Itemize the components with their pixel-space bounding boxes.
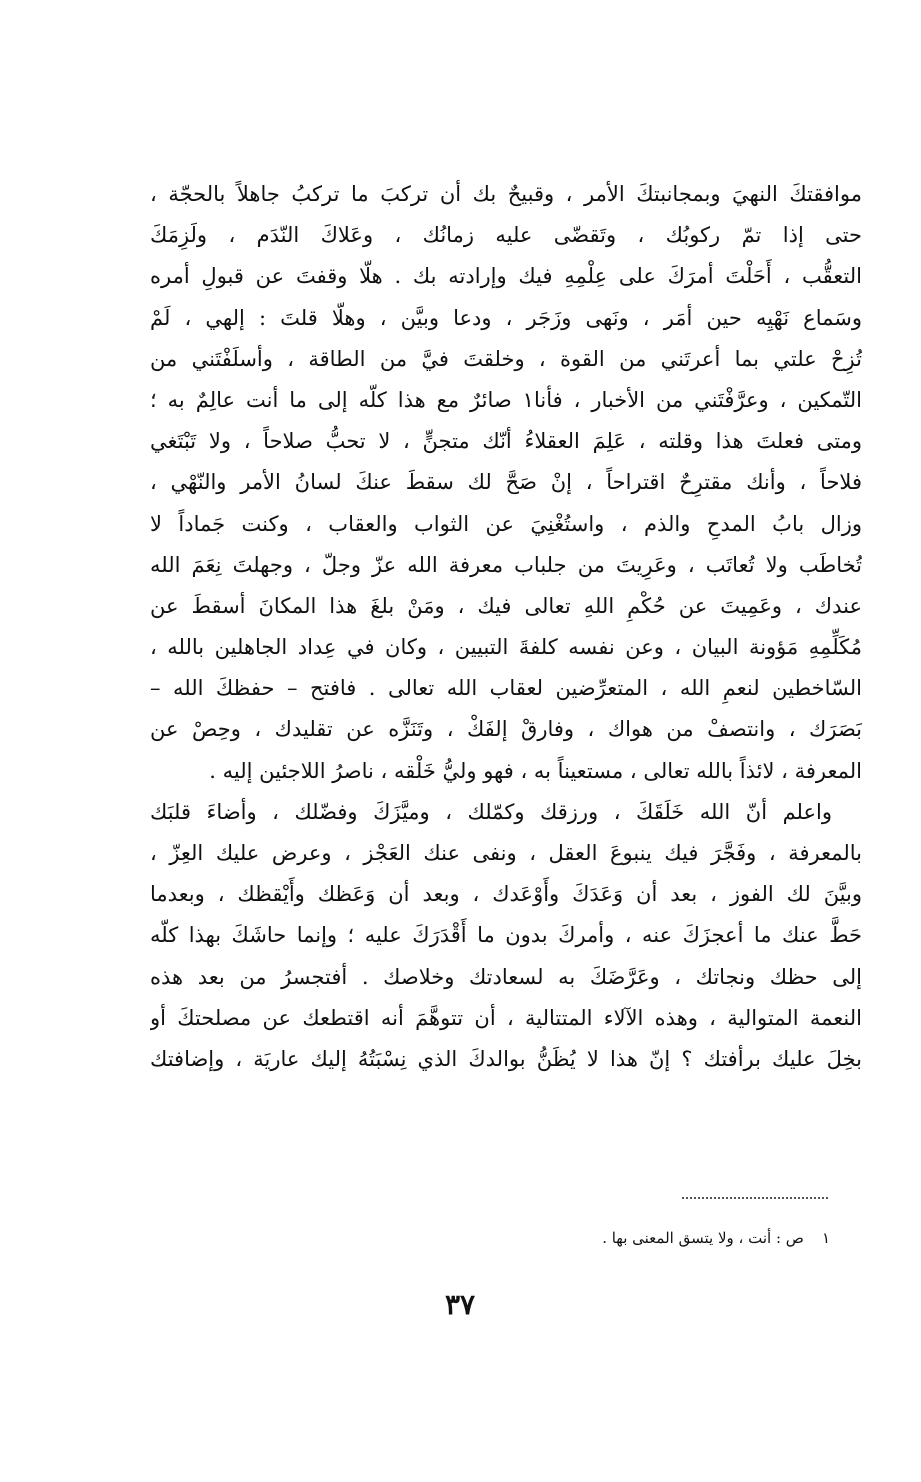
text-line: المعرفة ، لائذاً بالله تعالى ، مستعيناً به ، فهو وليُّ خَلْقه ، ناصرُ اللاجئين إليه . [209, 758, 862, 783]
footnote-divider [682, 1197, 828, 1199]
text-line: واعلم أنّ الله خَلَقَكَ ، ورزقك وكمّلك ، وميَّزَكَ وفضّلك ، وأضاءَ قلبَك [150, 799, 832, 824]
text-line: فلاحاً ، وأنك مقترِحٌ اقتراحاً ، إنْ صَحَّ لك سقطَ عنكَ لسانُ الأمر والنّهْي ، [150, 470, 862, 495]
footnote-text: ص : أنت ، ولا يتسق المعنى بها . [602, 1229, 804, 1247]
text-line: وبيَّنَ لك الفوز ، بعد أن وَعَدَكَ وأَوْعَدك ، وبعد أن وَعَظك وأَيْقظك ، وبعدما [150, 882, 862, 907]
text-line: تُخاطَب ولا تُعاتَب ، وعَرِيتَ من جلباب معرفة الله عزّ وجلّ ، وجهلتَ نِعَمَ الله [150, 552, 862, 577]
text-line: السّاخطين لنعمِ الله ، المتعرِّضين لعقاب الله تعالى . فافتح – حفظكَ الله – [150, 676, 862, 701]
footnote-number: ١ [821, 1229, 830, 1247]
footnote [400, 1226, 830, 1250]
text-line: عندك ، وعَمِيتَ عن حُكْمِ اللهِ تعالى فيك ، ومَنْ بلغَ هذا المكانَ أسقطَ عن [150, 593, 862, 618]
text-line: النعمة المتوالية ، وهذه الآلاء المتتالية ، أن تتوهَّمَ أنه اقتطعك عن مصلحتكَ أو [150, 1005, 862, 1030]
text-line: وسَماع نَهْيِه حين أمَر ، ونَهى وزَجَر ، ودعا وبيَّن ، وهلّا قلتَ : إلهي ، لَمْ [150, 305, 862, 330]
text-line: إلى حظك ونجاتك ، وعَرَّضَكَ به لسعادتك وخلاصك . أفتجسرُ من بعد هذه [150, 964, 862, 989]
text-line: التّمكين ، وعرَّفْتَني من الأخبار ، فأنا١ صائرٌ مع هذا كلّه إلى ما أنت عالِمٌ به ؛ [150, 387, 862, 412]
text-line: وزال بابُ المدحِ والذم ، واستُغْنِيَ عن الثواب والعقاب ، وكنت جَماداً لا [150, 511, 862, 536]
page-number: ٣٧ [444, 1288, 476, 1321]
text-line: حتى إذا تمّ ركوبُك ، وتَقضّى عليه زمانُك ، وعَلاكَ النّدَم ، ولَزِمَكَ [150, 223, 862, 248]
text-line: التعقُّب ، أَحَلْتَ أمرَكَ على عِلْمِهِ فيك وإرادته بك . هلّا وقفتَ عن قبولِ أمره [150, 264, 862, 289]
text-line: مُكَلِّمِهِ مَؤونة البيان ، وعن نفسه كلفةَ التبيين ، وكان في عِداد الجاهلين بالله ، [150, 635, 862, 660]
text-line: بخِلَ عليك برأفتك ؟ إنّ هذا لا يُظَنُّ بوالدكَ الذي نِسْبَتُهُ إليك عاريَة ، وإضافتك [150, 1046, 862, 1071]
text-line: موافقتكَ النهيَ وبمجانبتكَ الأمر ، وقبيحٌ بك أن تركبَ ما تركبُ جاهلاً بالحجّة ، [150, 182, 862, 206]
text-line: تُزِحْ علتي بما أعرتَني من القوة ، وخلقتَ فيَّ من الطاقة ، وأسلَفْتَني من [150, 346, 862, 371]
main-text [150, 174, 862, 1080]
text-line: بَصَرَك ، وانتصفْ من هواك ، وفارقْ إلفَكْ ، وتَنَزَّه عن تقليدك ، وحِصْ عن [150, 717, 862, 742]
text-line: ومتى فعلتَ هذا وقلته ، عَلِمَ العقلاءُ أنّك متجنٍّ ، لا تحبُّ صلاحاً ، ولا تَبْتَغي [150, 429, 862, 454]
text-line: حَطَّ عنك ما أعجزَكَ عنه ، وأمركَ بدون ما أَقْدَرَكَ عليه ؛ وإنما حاشَكَ بهذا كلّه [150, 923, 862, 948]
text-line: بالمعرفة ، وفَجَّرَ فيك ينبوعَ العقل ، ونفى عنك العَجْز ، وعرض عليك العِزّ ، [150, 841, 862, 865]
